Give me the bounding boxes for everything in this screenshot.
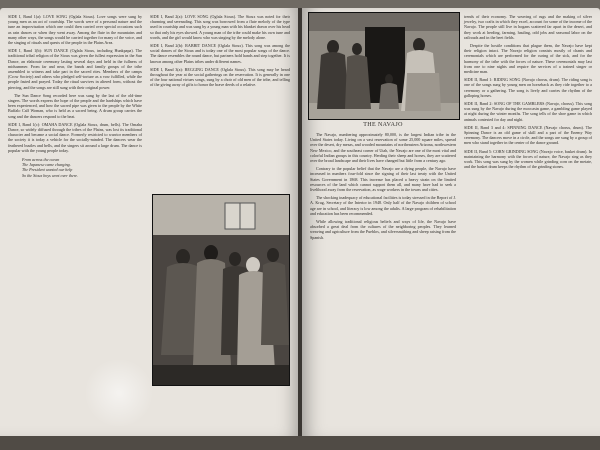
left-col2-paragraph-2: SIDE I, Band 2(b): RABBIT DANCE (Oglala Sioux). This song was among the social dances of the Sioux and is today one of the most popular songs of the dance. The dance resembles the round dance, but partners hold hands and step together. It is known among other Plains tribes under different names.	[150, 43, 290, 64]
left-column-1	[8, 14, 142, 182]
right-col2-paragraph-3: SIDE II, Band 1: RIDING SONG (Navajo chorus, drum). The riding song is one of the songs sung by young men on horseback as they ride together to a ceremony or a gathering. The song is lively and carries the rhythm of the galloping horses.	[464, 77, 592, 98]
photo-navajo-family-image	[309, 13, 459, 119]
page-glare	[84, 358, 154, 428]
right-col2-paragraph-1: trends of their economy. The weaving of rugs and the making of silver jewelry, two crafts in which they excel, account for some of the income of the Navajo. The people still live in hogans scattered far apart in the desert, and they work at herding, farming, hauling, odd jobs and seasonal labor on the railroads and in the beet fields.	[464, 14, 592, 40]
right-col1-paragraph-2: Contrary to the popular belief that the Navajo are a dying people, the Navajo have increased in numbers four-fold since the signing of their last treaty with the United States Government in 1868. This increase has placed a heavy strain on the limited resources of the land which cannot support them all, and many have had to seek a livelihood away from the reservation, as wage workers in the towns and cities.	[310, 166, 456, 193]
photo-navajo-family	[308, 12, 460, 120]
right-col1-paragraph-4: While allowing traditional religious beliefs and ways of life, the Navajo have absorbed a great deal from the cultures of the neighboring peoples. They learned weaving and agriculture from the Pueblos, and silversmithing and sheep raising from the Spanish.	[310, 219, 456, 240]
left-col1-verse: From across the ocean The Japanese came charging. The President wanted our help So the Sioux boys went over there.	[22, 157, 79, 178]
photo-group-of-women-image	[153, 195, 289, 385]
left-page	[0, 8, 300, 436]
right-col1-paragraph-3: The shocking inadequacy of educational facilities is today stressed in the Report of J. A. Krug, Secretary of the Interior in 1948. Only half of the Navajo children of school age are in school, and literacy is low among the adults. A large program of rehabilitation and education has been recommended.	[310, 195, 456, 216]
right-col2-paragraph-2: Despite the hostile conditions that plague them, the Navajo have kept their religion intact. The Navajo religion consists mostly of chants and ceremonials which are performed for the curing of the sick, and for the harmony of the tribe with the forces of nature. These ceremonials may last from one to nine nights and require the services of a trained singer or medicine man.	[464, 43, 592, 75]
section-heading: THE NAVAJO	[363, 122, 403, 128]
photo-group-of-women	[152, 194, 290, 386]
left-col2-paragraph-1: SIDE I, Band 2(a): LOVE SONG (Oglala Sioux). The Sioux was noted for their charming and serenading. This song was borrowed from a flute melody of the type used in courtship and was sung by a young man with his blanket drawn over his head so that only his eyes showed. A young man of the tribe could make his own tune and words, and the girl would know who was singing by the melody alone.	[150, 14, 290, 40]
right-column-2	[464, 14, 592, 172]
left-col1-paragraph-3: The Sun Dance Song recorded here was sung by the last of the old-time singers. The words express the hope of the people and the hardships which have been experienced, and how the sacred pipe was given to the people by the White Buffalo Calf Woman, who is held as a sacred being. A drum group carries the song and the dancers respond to the beat.	[8, 92, 142, 119]
right-col2-paragraph-6: SIDE II, Band 5: CORN GRINDING SONG (Navajo voice, basket drum). In maintaining the harmony with the forces of nature, the Navajo sing as they work. This song was sung by the women while grinding corn on the metate, and the basket drum keeps the rhythm of the grinding stones.	[464, 148, 592, 170]
left-column-2	[150, 14, 290, 91]
left-col1-paragraph-4: SIDE I, Band 1(c): OMAHA DANCE (Oglala Sioux, drum, bells). The Omaha Dance, so widely diffused through the tribes of the Plains, was lost its traditional character and became a social dance. Formerly restricted to warrior members of the society it is today a vehicle for the socially-minded. The dancers wear the feathered bustles and bells, and the singers sit around a large drum. The dance is popular with the young people today.	[8, 121, 142, 153]
left-col1-paragraph-2: SIDE I, Band 1(b): SUN DANCE (Oglala Sioux, including Hunkpapa). The traditional tribal religion of the Sioux was given the fullest expression in the Sun Dance, an elaborate ceremony lasting several days and held in the fullness of midsummer. From far and near, the bands and family groups of the tribe assembled to witness and take part in the sacred rites. Members of the camps (Crow Society) and others who pledged self-torture as a vow fulfilled, while the people fasted and prayed. Today the ritual survives in altered form, without the piercing, and the songs are still sung with their original power.	[8, 48, 142, 90]
right-column-1	[310, 132, 456, 243]
right-col2-paragraph-4: SIDE II, Band 2: SONG OF THE GAMBLERS (Navajo, chorus). This song was sung by the Navajo during the moccasin game, a gambling game played at night during the winter months. The song tells of the shoe game in which animals contested for day and night.	[464, 101, 592, 122]
right-page	[302, 8, 600, 436]
left-col2-paragraph-3: SIDE I, Band 3(a): BEGGING DANCE (Oglala Sioux). This song may be heard throughout the year at the social gatherings on the reservation. It is generally in one of the four national virtues songs, sung by a choir of old men of the tribe, and telling of the giving away of gifts to honor the brave deeds of a relative.	[150, 66, 290, 88]
left-col1-paragraph-1: SIDE I, Band 1(a): LOVE SONG (Oglala Sioux). Love songs were sung by young men as an act of courtship. The words were of a personal nature and the tune an improvisation which one could then carried over special occasions such as rain dances or when they went away. Among the flute in the mountains and many other ways, the songs would be carried together for many of the voice, and the singing of rituals and quests of the people in the Plains Area.	[8, 14, 142, 46]
right-col2-paragraph-5: SIDE II, Band 3 and 4: SPINNING DANCE (Navajo chorus, drum). The Spinning Dance is an old game of skill and a part of the Enemy Way ceremony. The dancers move in a circle, and the songs are sung by a group of men who stand together in the center of the dance ground.	[464, 124, 592, 146]
right-col1-paragraph-1: The Navajo, numbering approximately 80,000, is the largest Indian tribe in the United States today. Living on a vast reservation of some 25,000 square miles, spread over the desert, dry mesas, and wooded mountains of northeastern Arizona, northwestern New Mexico, and the southeast corner of Utah, the Navajo are one of the most vital and colorful Indian groups in this country. Herding their sheep and horses, they are scattered over the broad landscape and their lives have changed but little from a century ago.	[310, 132, 456, 164]
